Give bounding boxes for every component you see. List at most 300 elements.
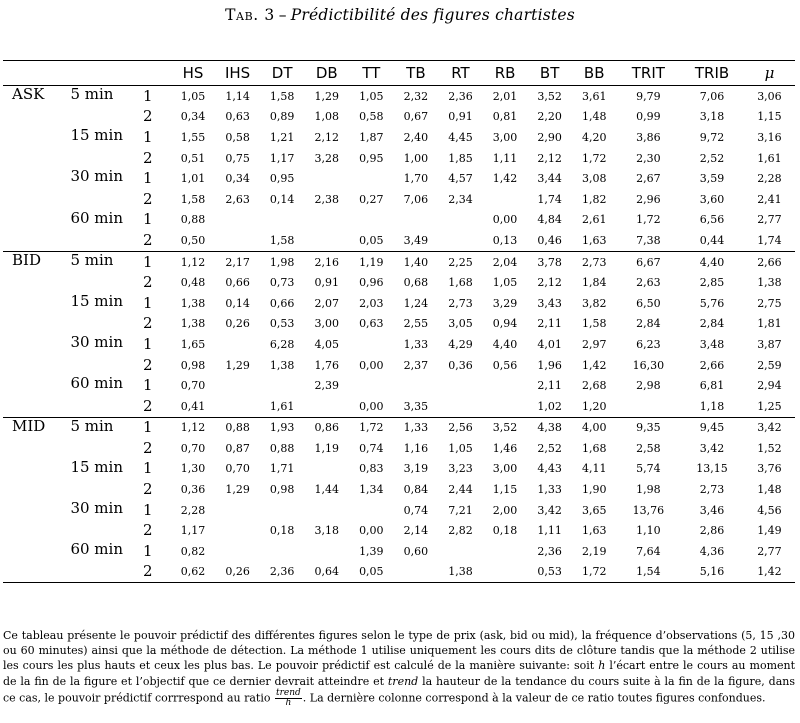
price-type-blank <box>3 520 62 541</box>
header-row <box>3 61 795 86</box>
table-cell-tb: 2,37 <box>403 358 429 372</box>
table-cell-rb: 0,00 <box>492 213 518 227</box>
table-cell-bb: 1,20 <box>581 399 607 413</box>
price-type-blank <box>3 479 62 500</box>
table-cell-rt <box>438 210 483 231</box>
table-cell-ihs: 0,87 <box>225 441 250 455</box>
table-cell-hs: 0,41 <box>180 399 206 413</box>
table-cell-rt: 0,36 <box>448 358 473 372</box>
table-cell-bb: 2,19 <box>581 544 607 558</box>
table-cell-tb: 0,67 <box>403 110 429 124</box>
table-body <box>3 86 795 583</box>
table-cell-tb: 2,40 <box>403 130 429 144</box>
frequency-blank <box>62 396 141 417</box>
table-cell-rt: 2,25 <box>438 251 483 272</box>
table-cell-ihs: 0,63 <box>225 110 250 124</box>
price-type-blank <box>3 562 62 583</box>
price-type-blank <box>3 438 62 459</box>
method-label: 2 <box>143 189 153 208</box>
table-cell-ihs <box>215 230 260 251</box>
note-text-part-4: . La dernière colonne correspond à la valeur de ce ratio toutes figures confondues. <box>302 691 766 705</box>
method-label: 1 <box>143 334 153 353</box>
table-cell-bb: 4,11 <box>581 462 607 476</box>
table-cell-db <box>304 459 349 480</box>
table-cell-trib: 2,84 <box>699 317 725 331</box>
table-cell-hs: 0,36 <box>180 483 206 497</box>
header-price-blank <box>3 61 62 86</box>
table-cell-db: 1,29 <box>304 86 349 107</box>
table-cell-tt: 2,03 <box>359 296 384 310</box>
table-cell-mu: 3,76 <box>757 462 782 476</box>
table-row <box>3 355 795 376</box>
table-row <box>3 396 795 417</box>
table-cell-db <box>304 168 349 189</box>
table-cell-trit: 9,79 <box>617 86 681 107</box>
frequency-label: 30 min <box>70 333 123 352</box>
table-cell-trib: 3,48 <box>699 337 725 351</box>
frequency-blank <box>62 272 141 293</box>
method-label: 1 <box>143 210 153 229</box>
table-cell-rb: 2,04 <box>483 251 528 272</box>
table-cell-dt: 0,95 <box>269 172 295 186</box>
column-header-trib: TRIB <box>680 61 744 86</box>
table-cell-trit: 1,54 <box>617 562 681 583</box>
table-cell-db: 1,44 <box>314 483 339 497</box>
table-cell-db: 4,05 <box>314 337 339 351</box>
table-row <box>3 520 795 541</box>
table-row <box>3 334 795 355</box>
table-cell-tb: 1,40 <box>394 251 439 272</box>
table-cell-rb: 0,56 <box>492 358 518 372</box>
table-cell-bb: 1,72 <box>572 562 617 583</box>
table-cell-hs: 0,34 <box>180 110 206 124</box>
table-cell-tb: 3,35 <box>403 399 429 413</box>
table-cell-db <box>304 500 349 521</box>
column-header-mu: μ <box>744 61 795 86</box>
column-header-ihs: IHS <box>215 61 260 86</box>
table-cell-db <box>304 210 349 231</box>
table-cell-trib: 9,45 <box>680 417 744 438</box>
table-cell-tt: 0,63 <box>359 317 384 331</box>
table-cell-mu: 1,48 <box>757 483 782 497</box>
table-cell-hs: 1,12 <box>171 417 216 438</box>
table-cell-trit: 16,30 <box>632 358 665 372</box>
table-row <box>3 107 795 128</box>
method-label: 1 <box>143 459 153 478</box>
price-type-blank <box>3 459 62 480</box>
table-cell-tb: 1,00 <box>403 151 429 165</box>
table-cell-trit: 2,67 <box>636 172 661 186</box>
table-cell-tb: 7,06 <box>403 192 429 206</box>
frequency-blank <box>62 562 141 583</box>
price-type-blank <box>3 375 62 396</box>
table-cell-rb: 3,00 <box>492 462 518 476</box>
table-cell-rt <box>438 375 483 396</box>
table-cell-trit: 2,58 <box>636 441 661 455</box>
frequency-label: 5 min <box>62 251 141 272</box>
table-cell-db: 2,12 <box>314 130 339 144</box>
method-label: 1 <box>143 541 153 560</box>
method-label: 2 <box>143 148 153 167</box>
table-cell-tt <box>349 500 394 521</box>
frequency-label: 15 min <box>70 457 123 476</box>
table-cell-trib: 5,76 <box>699 296 725 310</box>
table-cell-ihs <box>215 500 260 521</box>
table-cell-bt: 4,01 <box>537 337 562 351</box>
table-cell-ihs: 0,75 <box>225 151 250 165</box>
table-cell-dt: 6,28 <box>269 337 295 351</box>
table-cell-tb <box>394 562 439 583</box>
table-cell-trit: 1,98 <box>636 483 661 497</box>
method-label: 1 <box>141 417 171 438</box>
table-cell-hs: 0,51 <box>180 151 206 165</box>
table-caption <box>0 6 800 24</box>
table-cell-rt: 0,91 <box>448 110 473 124</box>
table-cell-tb: 3,49 <box>403 233 429 247</box>
table-cell-db: 3,00 <box>314 317 339 331</box>
table-cell-dt: 1,38 <box>269 358 295 372</box>
table-cell-hs: 0,82 <box>180 544 206 558</box>
table-cell-trit: 9,35 <box>617 417 681 438</box>
table-cell-trib: 4,40 <box>680 251 744 272</box>
table-row <box>3 479 795 500</box>
table-cell-rb: 0,94 <box>492 317 518 331</box>
table-row <box>3 500 795 521</box>
table-cell-rb: 1,11 <box>492 151 518 165</box>
table-cell-dt <box>260 500 305 521</box>
price-type-blank <box>3 168 62 189</box>
table-cell-mu: 2,59 <box>757 358 782 372</box>
table-cell-db: 2,07 <box>314 296 339 310</box>
frequency-label: 60 min <box>70 540 123 559</box>
table-cell-tt: 0,96 <box>359 276 384 290</box>
table-cell-mu: 4,56 <box>757 503 782 517</box>
price-type-blank <box>3 189 62 210</box>
table-note <box>3 628 795 708</box>
frequency-label: 30 min <box>70 167 123 186</box>
note-text-part-2: l’écart entre le cours au moment de la fin de la figure et l’objectif que ce dernier devrait atteindre et <box>3 659 796 688</box>
table-cell-rt: 1,05 <box>448 441 473 455</box>
frequency-blank <box>62 520 141 541</box>
frequency-blank <box>62 189 141 210</box>
table-cell-ihs <box>215 334 260 355</box>
table-cell-bt: 0,53 <box>527 562 572 583</box>
table-cell-trit: 2,96 <box>636 192 661 206</box>
table-cell-rt: 3,05 <box>448 317 473 331</box>
table-cell-trit: 1,72 <box>636 213 661 227</box>
fraction-numerator: trend <box>275 687 301 698</box>
table-cell-trit: 5,74 <box>636 462 661 476</box>
method-label: 2 <box>143 273 153 292</box>
table-cell-bb: 4,20 <box>581 130 607 144</box>
table-cell-mu: 2,41 <box>757 192 782 206</box>
table-cell-mu: 3,06 <box>744 86 795 107</box>
price-type-blank <box>3 314 62 335</box>
table-cell-db: 0,86 <box>304 417 349 438</box>
table-cell-rt <box>438 230 483 251</box>
table-cell-trit: 6,50 <box>636 296 661 310</box>
table-cell-db: 2,39 <box>314 379 339 393</box>
table-cell-rb: 1,15 <box>492 483 518 497</box>
table-row <box>3 293 795 314</box>
table-cell-trib: 2,86 <box>699 524 725 538</box>
table-cell-hs: 1,05 <box>171 86 216 107</box>
table-cell-mu: 1,61 <box>757 151 782 165</box>
table-cell-dt: 1,58 <box>269 233 295 247</box>
table-cell-hs: 0,98 <box>180 358 206 372</box>
table-cell-tt: 0,00 <box>359 358 384 372</box>
table-cell-bb: 1,48 <box>581 110 607 124</box>
note-variable-h: h <box>598 659 606 673</box>
table-cell-ihs: 0,34 <box>225 172 250 186</box>
price-type-blank <box>3 355 62 376</box>
table-cell-trit: 2,30 <box>636 151 661 165</box>
table-cell-tt: 0,58 <box>359 110 384 124</box>
table-cell-bt: 1,02 <box>537 399 562 413</box>
table-cell-trit: 7,64 <box>636 544 661 558</box>
table-cell-hs: 0,48 <box>180 276 206 290</box>
method-label: 2 <box>143 107 153 126</box>
table-cell-mu: 1,25 <box>757 399 782 413</box>
table-cell-tb: 0,84 <box>403 483 429 497</box>
table-cell-dt: 0,98 <box>269 483 295 497</box>
table-cell-db <box>304 541 349 562</box>
price-type-blank <box>3 210 62 231</box>
table-cell-db: 1,08 <box>314 110 339 124</box>
table-cell-tt: 0,05 <box>349 562 394 583</box>
table-cell-trib: 0,44 <box>699 233 725 247</box>
table-cell-ihs: 0,88 <box>215 417 260 438</box>
method-label: 2 <box>143 230 153 249</box>
table-cell-bb: 4,00 <box>572 417 617 438</box>
table-cell-ihs: 0,70 <box>225 462 250 476</box>
table-cell-db: 1,76 <box>314 358 339 372</box>
table-cell-bb: 2,97 <box>581 337 607 351</box>
table-cell-rt: 2,73 <box>448 296 473 310</box>
table-cell-dt: 0,18 <box>269 524 295 538</box>
table-cell-trib: 3,42 <box>699 441 725 455</box>
table-cell-dt <box>260 541 305 562</box>
table-cell-trit: 2,63 <box>636 276 661 290</box>
table-cell-rb: 2,00 <box>492 503 518 517</box>
table-cell-tb: 0,60 <box>403 544 429 558</box>
table-cell-rt <box>438 541 483 562</box>
table-cell-bt: 2,12 <box>537 276 562 290</box>
table-cell-dt: 2,36 <box>260 562 305 583</box>
table-cell-rb <box>483 189 528 210</box>
table-cell-ihs: 0,26 <box>215 562 260 583</box>
method-label: 1 <box>143 169 153 188</box>
table-cell-dt: 1,61 <box>269 399 295 413</box>
ratio-fraction <box>275 689 302 708</box>
method-label: 2 <box>141 562 171 583</box>
table-cell-db: 1,19 <box>314 441 339 455</box>
header-method-blank <box>141 61 171 86</box>
header-frequency-blank <box>62 61 141 86</box>
table-cell-dt: 1,17 <box>269 151 295 165</box>
table-row <box>3 562 795 583</box>
table-cell-dt: 1,58 <box>260 86 305 107</box>
table-cell-tb: 2,32 <box>394 86 439 107</box>
table-cell-tb: 0,74 <box>403 503 429 517</box>
table-cell-rt: 2,44 <box>448 483 473 497</box>
table-row <box>3 86 795 107</box>
table-cell-trit: 6,67 <box>617 251 681 272</box>
table-cell-rt: 2,82 <box>448 524 473 538</box>
table-row <box>3 210 795 231</box>
table-cell-hs: 1,38 <box>180 296 206 310</box>
table-cell-bb: 3,61 <box>572 86 617 107</box>
table-cell-bt: 3,78 <box>527 251 572 272</box>
table-row <box>3 375 795 396</box>
column-header-dt: DT <box>260 61 305 86</box>
table-cell-mu: 2,77 <box>757 213 782 227</box>
column-header-tt: TT <box>349 61 394 86</box>
table-cell-bb: 3,08 <box>581 172 607 186</box>
frequency-label: 5 min <box>62 86 141 107</box>
table-cell-bb: 3,82 <box>581 296 607 310</box>
table-cell-ihs <box>215 396 260 417</box>
table-cell-tb: 1,16 <box>403 441 429 455</box>
table-cell-ihs: 1,29 <box>225 358 250 372</box>
table-cell-rt: 7,21 <box>448 503 473 517</box>
table-cell-tb: 3,19 <box>403 462 429 476</box>
table-cell-trit: 2,84 <box>636 317 661 331</box>
table-cell-tt: 0,95 <box>359 151 384 165</box>
table-cell-bb: 1,58 <box>581 317 607 331</box>
table-cell-tt: 1,39 <box>359 544 384 558</box>
table-cell-dt: 0,88 <box>269 441 295 455</box>
table-row <box>3 148 795 169</box>
method-label: 2 <box>143 355 153 374</box>
table-cell-trit: 0,99 <box>636 110 661 124</box>
table-cell-tt: 0,27 <box>359 192 384 206</box>
table-cell-bt: 3,44 <box>537 172 562 186</box>
table-cell-rb: 0,18 <box>492 524 518 538</box>
table-cell-ihs: 1,29 <box>225 483 250 497</box>
frequency-label: 30 min <box>70 498 123 517</box>
table-cell-hs: 1,30 <box>180 462 206 476</box>
table-row <box>3 230 795 251</box>
table-cell-rt: 1,38 <box>438 562 483 583</box>
frequency-label: 15 min <box>70 291 123 310</box>
table-cell-db <box>304 396 349 417</box>
table-cell-tt: 0,00 <box>359 524 384 538</box>
table-cell-bb: 2,73 <box>572 251 617 272</box>
table-cell-bb: 1,42 <box>581 358 607 372</box>
method-label: 2 <box>143 396 153 415</box>
table-cell-rb: 1,42 <box>492 172 518 186</box>
table-cell-hs: 1,17 <box>180 524 206 538</box>
table-cell-ihs: 0,58 <box>225 130 250 144</box>
frequency-blank <box>62 314 141 335</box>
table-cell-mu: 3,42 <box>744 417 795 438</box>
table-row <box>3 272 795 293</box>
table-cell-bt: 4,38 <box>527 417 572 438</box>
table-cell-dt: 0,66 <box>269 296 295 310</box>
table-cell-bt: 1,11 <box>537 524 562 538</box>
table-cell-tt <box>349 168 394 189</box>
price-type-blank <box>3 272 62 293</box>
method-label: 2 <box>143 480 153 499</box>
table-cell-rt: 2,36 <box>438 86 483 107</box>
table-row <box>3 189 795 210</box>
table-cell-dt: 0,89 <box>269 110 295 124</box>
table-cell-tt: 1,05 <box>349 86 394 107</box>
table-cell-ihs <box>215 375 260 396</box>
table-cell-tb: 2,55 <box>403 317 429 331</box>
price-type-blank <box>3 334 62 355</box>
table-cell-trit: 1,10 <box>636 524 661 538</box>
table-cell-mu: 3,87 <box>757 337 782 351</box>
table-cell-tb: 1,33 <box>403 337 429 351</box>
table-cell-trit: 2,98 <box>636 379 661 393</box>
table-cell-bt: 1,96 <box>537 358 562 372</box>
table-cell-rb: 2,01 <box>483 86 528 107</box>
table-cell-hs: 1,38 <box>180 317 206 331</box>
table-row <box>3 314 795 335</box>
table-cell-rb: 0,13 <box>492 233 518 247</box>
table-cell-ihs: 0,26 <box>225 317 250 331</box>
table-cell-trib: 3,59 <box>699 172 725 186</box>
table-cell-tt: 0,83 <box>359 462 384 476</box>
table-cell-db <box>304 230 349 251</box>
table-cell-tt: 1,72 <box>349 417 394 438</box>
table-cell-mu: 1,15 <box>757 110 782 124</box>
table-cell-ihs: 0,14 <box>225 296 250 310</box>
frequency-blank <box>62 438 141 459</box>
table-cell-tt: 0,05 <box>359 233 384 247</box>
price-type-label: BID <box>3 251 62 272</box>
frequency-label: 60 min <box>70 374 123 393</box>
table-cell-hs: 1,58 <box>180 192 206 206</box>
table-cell-mu: 2,77 <box>757 544 782 558</box>
column-header-rt: RT <box>438 61 483 86</box>
table-cell-rb <box>483 541 528 562</box>
price-type-blank <box>3 127 62 148</box>
table-cell-rt: 1,85 <box>448 151 473 165</box>
table-cell-tt <box>349 210 394 231</box>
table-row <box>3 541 795 562</box>
table-cell-rb <box>483 396 528 417</box>
table-cell-mu: 1,74 <box>757 233 782 247</box>
table-cell-dt <box>260 375 305 396</box>
table-cell-db: 2,16 <box>304 251 349 272</box>
table-cell-trib: 9,72 <box>699 130 725 144</box>
table-cell-bb: 1,84 <box>581 276 607 290</box>
table-cell-mu: 1,52 <box>757 441 782 455</box>
table-cell-hs: 0,50 <box>180 233 206 247</box>
price-type-label: MID <box>3 417 62 438</box>
table-cell-tb: 1,70 <box>403 172 429 186</box>
table-cell-tt: 0,00 <box>359 399 384 413</box>
table-cell-bb: 3,65 <box>581 503 607 517</box>
table-cell-trib: 1,18 <box>699 399 725 413</box>
table-cell-ihs: 1,14 <box>215 86 260 107</box>
method-label: 2 <box>143 438 153 457</box>
table-cell-hs: 0,70 <box>180 379 206 393</box>
frequency-label: 60 min <box>70 208 123 227</box>
method-label: 1 <box>143 293 153 312</box>
table-cell-bt: 3,43 <box>537 296 562 310</box>
table-row <box>3 127 795 148</box>
table-cell-rt: 1,68 <box>448 276 473 290</box>
table-cell-hs: 0,70 <box>180 441 206 455</box>
table-cell-tb: 1,24 <box>403 296 429 310</box>
method-label: 1 <box>141 86 171 107</box>
table-cell-rb: 0,81 <box>492 110 518 124</box>
table-cell-bt: 4,43 <box>537 462 562 476</box>
